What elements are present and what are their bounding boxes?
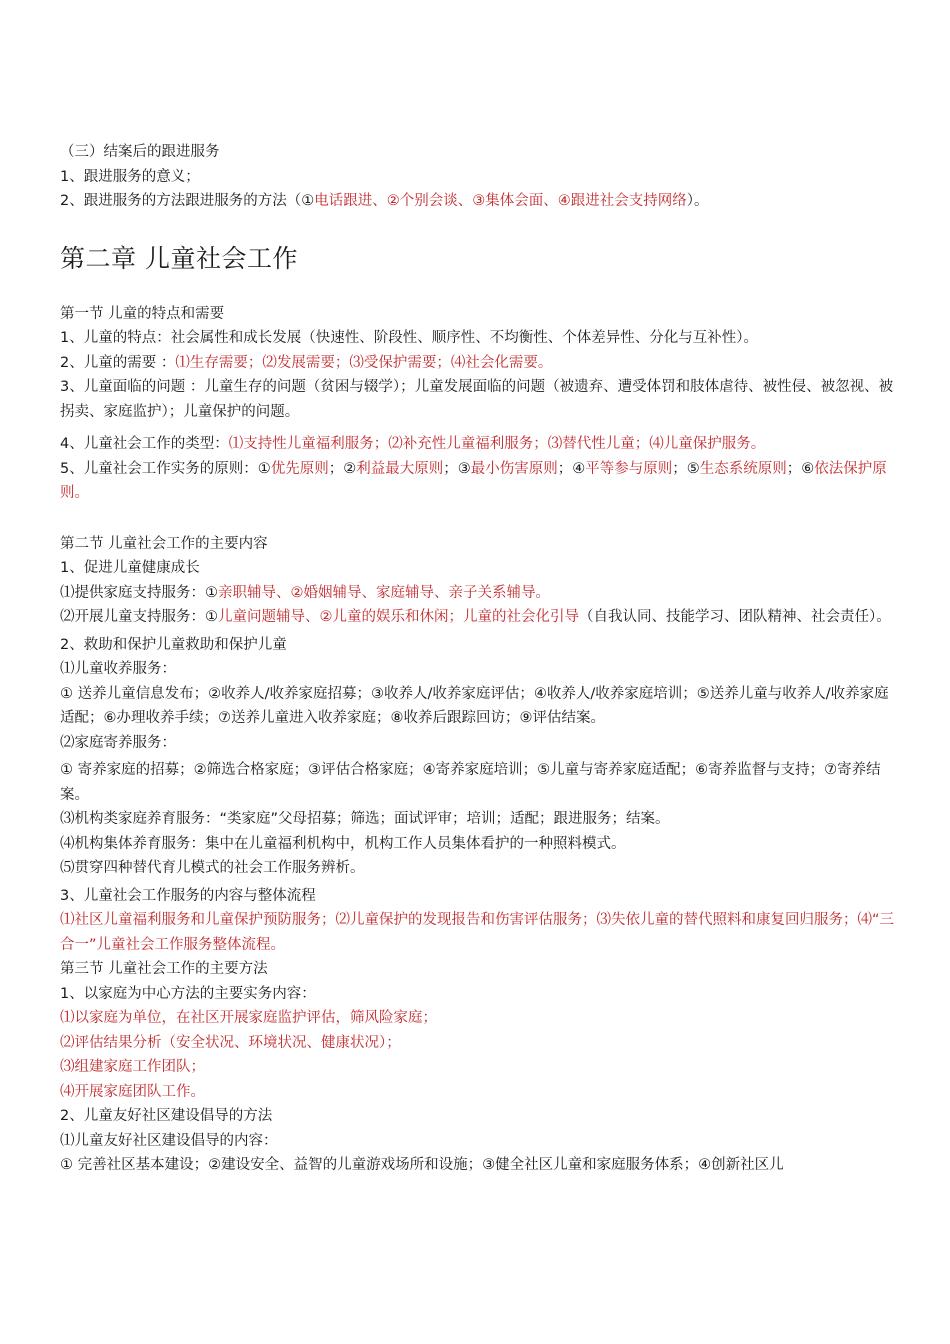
- paragraph-child-problems: 3、儿童面临的问题 ：儿童生存的问题（贫困与辍学）；儿童发展面临的问题（被遗弃、遭受体罚和肢体虐待、被性侵、被忽视、被拐卖、家庭监护）；儿童保护的问题。: [60, 379, 894, 420]
- paragraph-work-types: [60, 432, 898, 457]
- text-run: ；⑥: [786, 460, 815, 477]
- paragraph-family-support: [60, 581, 898, 606]
- list-item-family-1: ⑴以家庭为单位，在社区开展家庭监护评估，筛风险家庭；: [60, 1010, 437, 1026]
- section-title-1: 第一节 儿童的特点和需要: [60, 305, 225, 322]
- list-item-family-3: ⑶组建家庭工作团队；: [60, 1059, 205, 1075]
- highlight-run: ⑴支持性儿童福利服务；⑵补充性儿童福利服务；⑶替代性儿童；⑷儿童保护服务。: [228, 436, 766, 452]
- highlight-run: 儿童问题辅导、②儿童的娱乐和休闲；儿童的社会化引导: [218, 609, 579, 625]
- highlight-run: 生态系统原则: [699, 460, 787, 477]
- text-run: ；②: [328, 460, 357, 477]
- paragraph-rescue-protect: 2、救助和保护儿童救助和保护儿童: [60, 636, 287, 653]
- highlight-run: 最小伤害原则: [470, 460, 558, 477]
- chapter-title: 第二章 儿童社会工作: [60, 243, 298, 273]
- paragraph-followup-meaning: 1、跟进服务的意义；: [60, 168, 200, 185]
- highlight-run: 优先原则: [270, 460, 329, 477]
- paragraph-child-features: 1、儿童的特点：社会属性和成长发展（快速性、阶段性、顺序性、不均衡性、个体差异性、分化与互补性）。: [60, 330, 758, 346]
- text-run: ；⑤: [672, 460, 700, 477]
- highlight-run: 依法保护原则: [60, 460, 887, 501]
- paragraph-child-needs: [60, 351, 898, 376]
- highlight-run: 电话跟进、②个别会谈、③集体会面、④跟进社会支持网络: [314, 193, 687, 209]
- paragraph-foster-title: ⑵家庭寄养服务：: [60, 734, 176, 751]
- section-title-2: 第二节 儿童社会工作的主要内容: [60, 535, 268, 552]
- text-run: ⑴提供家庭支持服务：①: [60, 584, 218, 601]
- text-run: 5、儿童社会工作实务的原则：①: [60, 460, 271, 477]
- section-title-3: 第三节 儿童社会工作的主要方法: [60, 961, 268, 977]
- paragraph-adoption-title: ⑴儿童收养服务：: [60, 661, 176, 677]
- paragraph-institutional-group: ⑷机构集体养育服务：集中在儿童福利机构中，机构工作人员集体看护的一种照料模式。: [60, 835, 626, 852]
- paragraph-friendly-items: ① 完善社区基本建设；②建设安全、益智的儿童游戏场所和设施；③健全社区儿童和家庭服务体系；④创新社区儿: [60, 1157, 784, 1173]
- text-run: ；④: [557, 460, 586, 477]
- list-item-family-2: ⑵评估结果分析（安全状况、环境状况、健康状况）；: [60, 1034, 401, 1051]
- text-run: 2、跟进服务的方法跟进服务的方法（①: [60, 193, 315, 209]
- text-run: ；③: [443, 460, 471, 477]
- paragraph-family-centered: 1、以家庭为中心方法的主要实务内容：: [60, 985, 316, 1002]
- paragraph-promote-growth: 1、促进儿童健康成长: [60, 560, 200, 576]
- paragraph-service-flow: ⑴社区儿童福利服务和儿童保护预防服务；⑵儿童保护的发现报告和伤害评估服务；⑶失依儿童的替代照料和康复回归服务；⑷“三合一”儿童社会工作服务整体流程。: [60, 912, 895, 953]
- text-run: 4、儿童社会工作的类型：: [60, 436, 229, 452]
- paragraph-child-support: [60, 605, 898, 630]
- paragraph-followup-methods: [60, 189, 898, 214]
- paragraph-four-modes: ⑸贯穿四种替代育儿模式的社会工作服务辨析。: [60, 860, 365, 876]
- paragraph-work-principles: [60, 457, 898, 506]
- highlight-run: 。: [74, 485, 89, 501]
- text-run: ）。: [686, 193, 709, 209]
- paragraph-institutional-family: ⑶机构类家庭养育服务：“类家庭”父母招募；筛选；面试评审；培训；适配；跟进服务；结案。: [60, 811, 670, 827]
- document-body: [60, 140, 898, 1178]
- list-item-family-4: ⑷开展家庭团队工作。: [60, 1083, 205, 1100]
- text-run: （自我认同、技能学习、团队精神、社会责任）。: [579, 609, 891, 625]
- paragraph-friendly-content: ⑴儿童友好社区建设倡导的内容：: [60, 1132, 278, 1149]
- paragraph-friendly-community: 2、儿童友好社区建设倡导的方法: [60, 1108, 273, 1124]
- text-run: ⑵开展儿童支持服务：①: [60, 609, 218, 625]
- highlight-run: ⑴生存需要；⑵发展需要；⑶受保护需要；⑷社会化需要。: [175, 354, 553, 371]
- text-run: 2、儿童的需要 ：: [60, 354, 176, 371]
- paragraph-adoption-steps: ① 送养儿童信息发布；②收养人/收养家庭招募；③收养人/收养家庭评估；④收养人/收养家庭培训；⑤送养儿童与收养人/收养家庭适配；⑥办理收养手续；⑦送养儿童进入收养家庭；⑧收养后跟踪回访；⑨评估结案。: [60, 685, 889, 726]
- highlight-run: 平等参与原则: [585, 460, 673, 477]
- highlight-run: 亲职辅导、②婚姻辅导、家庭辅导、亲子关系辅导。: [218, 584, 550, 601]
- paragraph-foster-steps: ① 寄养家庭的招募；②筛选合格家庭；③评估合格家庭；④寄养家庭培训；⑤儿童与寄养家庭适配；⑥寄养监督与支持；⑦寄养结案。: [60, 762, 881, 803]
- highlight-run: 利益最大原则: [356, 460, 444, 477]
- paragraph-service-content: 3、儿童社会工作服务的内容与整体流程: [60, 887, 316, 904]
- subsection-title-followup: （三）结案后的跟进服务: [60, 144, 220, 160]
